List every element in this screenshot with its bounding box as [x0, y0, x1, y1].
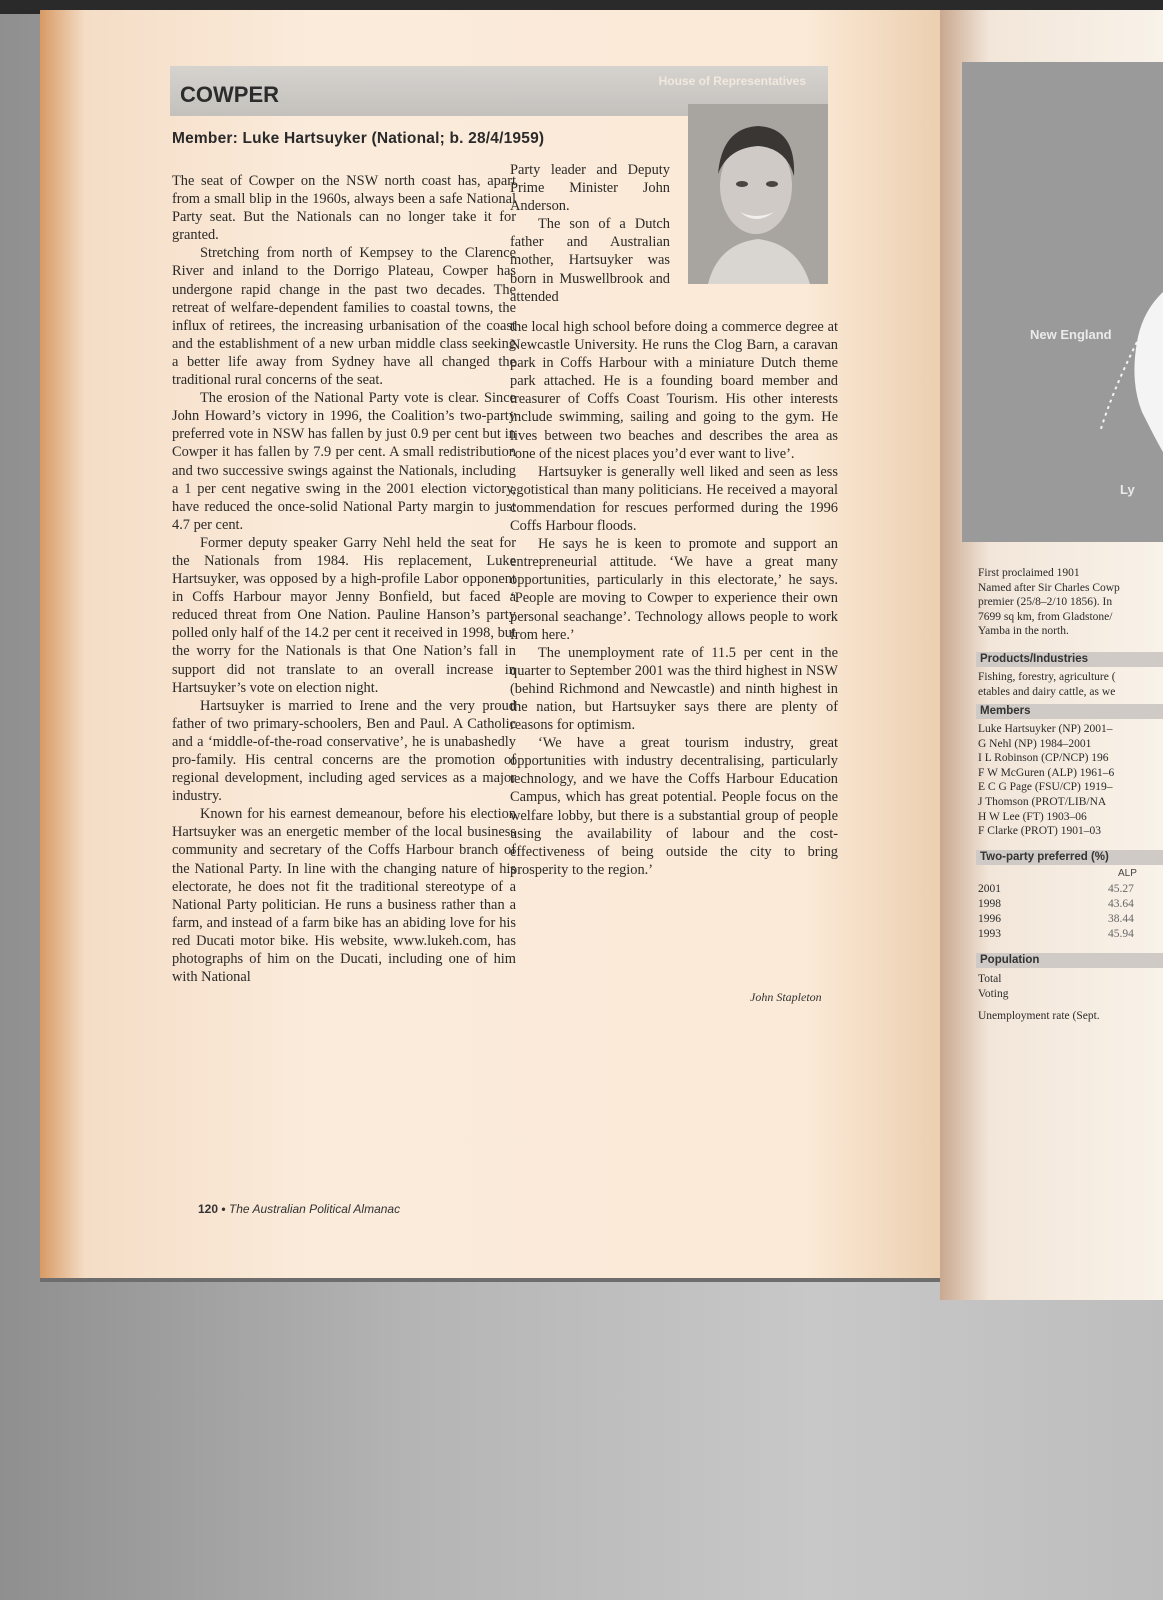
publication-title: The Australian Political Almanac	[228, 1202, 401, 1216]
paragraph: Hartsuyker is married to Irene and the very proud father of two primary-schoolers, Ben and Paul. A Catholic and a ‘middle-of-the-road conservative’, he is unabashedly pro-family. His central concerns are the promotion of regional development, including aged services as a major industry.	[172, 697, 516, 805]
paragraph: The erosion of the National Party vote is clear. Since John Howard’s victory in 1996, the Coalition’s two-party preferred vote in NSW has fallen by just 0.9 per cent but in Cowper it has fallen by 7.9 per cent. A small redistribution and two successive swings against the Nationals, including a 1 per cent negative swing in the 2001 election victory, have reduced the once-solid National Party margin to just 4.7 per cent.	[172, 390, 516, 533]
page-footer	[198, 1202, 400, 1216]
tpp-heading: Two-party preferred (%)	[976, 850, 1163, 865]
map-shape	[962, 62, 1163, 542]
paragraph: ‘We have a great tourism industry, great opportunities with industry decentralising, particularly technology, and we have the Coffs Harbour Education Campus, which has great potential. People focus on the welfare lobby, but there is a substantial group of people using the availability of labour and the cost-effectiveness of being outside the city to bring prosperity to the region.’	[510, 735, 838, 878]
tpp-value: 45.94	[1108, 928, 1134, 940]
fact-line: 7699 sq km, from Gladstone/	[978, 610, 1113, 623]
tpp-year: 1998	[978, 898, 1001, 910]
products-heading: Products/Industries	[976, 652, 1163, 667]
tpp-value: 43.64	[1108, 898, 1134, 910]
products-line: etables and dairy cattle, as we	[978, 685, 1116, 698]
tpp-column-alp: ALP	[1118, 868, 1137, 879]
paragraph: The seat of Cowper on the NSW north coast has, apart from a small blip in the 1960s, always been a safe National Party seat. But the Nationals can no longer take it for granted.	[172, 173, 516, 244]
article-column-1	[172, 172, 516, 986]
tpp-year: 1993	[978, 928, 1001, 940]
member-entry: Luke Hartsuyker (NP) 2001–	[978, 723, 1113, 735]
members-heading: Members	[976, 704, 1163, 719]
footer-bullet: •	[221, 1202, 226, 1216]
fact-line: premier (25/8–2/10 1856). In	[978, 596, 1113, 609]
member-line: Member: Luke Hartsuyker (National; b. 28/4/1959)	[172, 130, 545, 147]
map-label-new-england: New England	[1030, 327, 1112, 342]
paragraph: Known for his earnest demeanour, before his election Hartsuyker was an energetic member of the local business community and secretary of the Coffs Harbour branch of the National Party. In line with the changing nature of his electorate, he does not fit the traditional stereotype of a National Party politician. He runs a business rather than a farm, and instead of a farm bike has an abiding love for his red Ducati motor bike. His website, www.lukeh.com, has photographs of him on the Ducati, including one of him with National	[172, 806, 516, 986]
page-shadow	[40, 1278, 940, 1282]
paragraph: The son of a Dutch father and Australian mother, Hartsuyker was born in Muswellbrook and attended	[510, 216, 670, 305]
population-block	[978, 972, 1163, 1024]
tpp-value: 38.44	[1108, 913, 1134, 925]
member-entry: H W Lee (FT) 1903–06	[978, 810, 1087, 823]
article-column-2	[510, 318, 838, 879]
products-line: Fishing, forestry, agriculture (	[978, 671, 1116, 683]
tpp-year: 1996	[978, 913, 1001, 925]
section-label: House of Representatives	[658, 74, 806, 88]
map-label-ly: Ly	[1120, 482, 1135, 497]
paragraph: Hartsuyker is generally well liked and seen as less egotistical than many politicians. He received a mayoral commendation for rescues performed during the 1996 Coffs Harbour floods.	[510, 463, 838, 535]
tpp-row	[978, 928, 1163, 943]
population-line: Total	[978, 973, 1002, 985]
tpp-table	[978, 868, 1163, 943]
tpp-row	[978, 913, 1163, 928]
paragraph: Former deputy speaker Garry Nehl held the seat for the Nationals from 1984. His replacement, Luke Hartsuyker, was opposed by a high-profile Labor opponent in Coffs Harbour mayor Jenny Bonfield, but faced a reduced threat from One Nation. Pauline Hanson’s party polled only half of the 14.2 per cent it received in 1998, but the worry for the Nationals is that One Nation’s fall in support did not translate to an overall increase in Hartsuyker’s vote on election night.	[172, 534, 516, 696]
member-entry: F W McGuren (ALP) 1961–6	[978, 766, 1115, 779]
products-block	[978, 670, 1163, 699]
member-entry: F Clarke (PROT) 1901–03	[978, 825, 1101, 838]
fact-line: Named after Sir Charles Cowp	[978, 581, 1120, 594]
member-entry: E C G Page (FSU/CP) 1919–	[978, 781, 1113, 794]
fact-line: Yamba in the north.	[978, 625, 1069, 638]
paragraph: The unemployment rate of 11.5 per cent in the quarter to September 2001 was the third highest in NSW (behind Richmond and Newcastle) and ninth highest in the nation, but Hartsuyker says there are plenty of reasons for optimism.	[510, 644, 838, 734]
article-column-2-top	[510, 161, 670, 306]
paragraph: He says he is keen to promote and support an entrepreneurial attitude. ‘We have a great many opportunities, particularly in this electorate,’ he says. ‘People are moving to Cowper to experience their own personal seachange’. Technology allows people to work from here.’	[510, 536, 838, 643]
fact-line: First proclaimed 1901	[978, 567, 1080, 579]
portrait-image	[688, 104, 828, 284]
member-entry: I L Robinson (CP/NCP) 196	[978, 752, 1109, 765]
page-number: 120	[198, 1202, 219, 1216]
population-line: Voting	[978, 987, 1009, 1000]
member-entry: J Thomson (PROT/LIB/NA	[978, 795, 1107, 808]
tpp-year: 2001	[978, 883, 1001, 895]
member-entry: G Nehl (NP) 1984–2001	[978, 737, 1092, 750]
seat-title: COWPER	[180, 82, 279, 107]
facts-block	[978, 566, 1163, 639]
population-heading: Population	[976, 953, 1163, 968]
unemployment-line: Unemployment rate (Sept.	[978, 1010, 1100, 1023]
paragraph: Stretching from north of Kempsey to the Clarence River and inland to the Dorrigo Plateau, Cowper has undergone rapid change in the past two decades. The retreat of welfare-dependent families to coastal towns, the influx of retirees, the increasing urbanisation of the coast and the establishment of a new urban middle class seeking a better life away from Sydney have all changed the traditional rural concerns of the seat.	[172, 245, 516, 389]
members-list	[978, 722, 1163, 839]
tpp-row	[978, 898, 1163, 913]
paragraph: Party leader and Deputy Prime Minister John Anderson.	[510, 162, 670, 215]
electorate-map	[962, 62, 1163, 542]
member-photo	[688, 104, 828, 284]
byline: John Stapleton	[750, 990, 822, 1004]
paragraph: the local high school before doing a commerce degree at Newcastle University. He runs the Clog Barn, a caravan park in Coffs Harbour with a miniature Dutch theme park attached. He is a founding board member and treasurer of Coffs Coast Tourism. His other interests include swimming, sailing and going to the gym. He lives between two beaches and describes the area as ‘one of the nicest places you’d ever want to live’.	[510, 319, 838, 462]
tpp-value: 45.27	[1108, 883, 1134, 895]
tpp-row	[978, 883, 1163, 898]
